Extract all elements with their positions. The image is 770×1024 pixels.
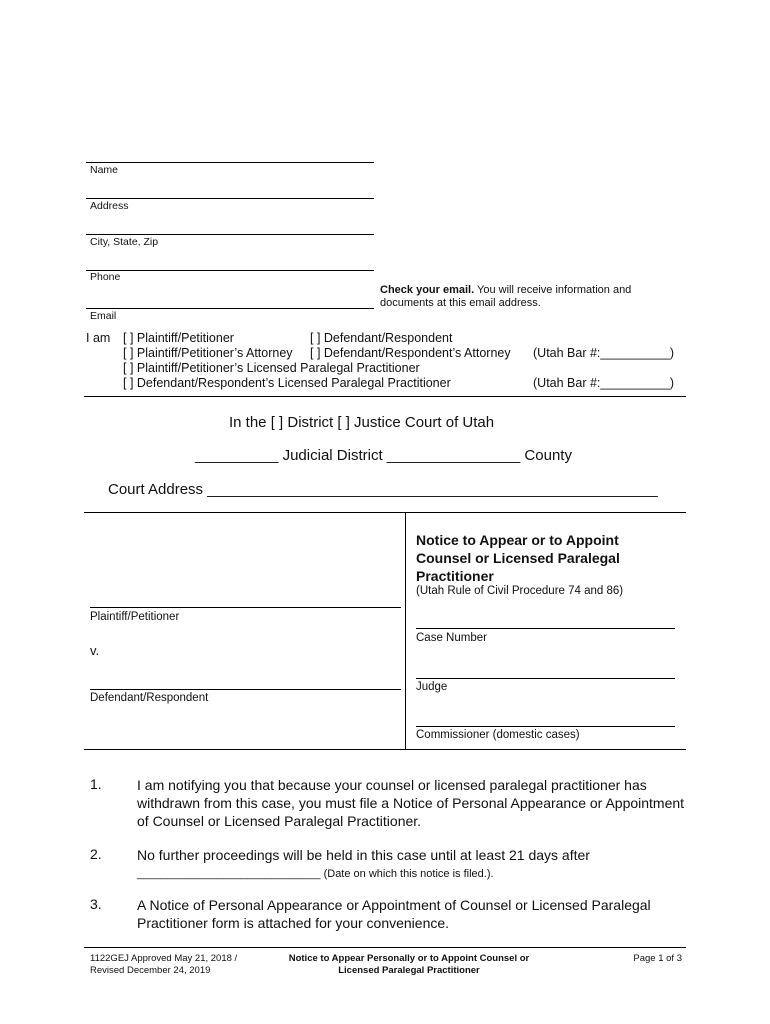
court-type-line[interactable]: In the [ ] District [ ] Justice Court of Utah	[229, 414, 495, 431]
para-1-number: 1.	[90, 776, 102, 792]
caption-bottom-border	[84, 749, 686, 750]
footer-left-1: 1122GEJ Approved May 21, 2018 /	[90, 953, 238, 964]
role-block	[86, 331, 675, 391]
role-defendant-attorney[interactable]: [ ] Defendant/Respondent’s Attorney	[310, 346, 511, 360]
plaintiff-line[interactable]	[90, 607, 401, 608]
address-label: Address	[90, 200, 129, 212]
para-2-date-line[interactable]: ______________________________ (Date on which this notice is filed.).	[137, 868, 494, 880]
footer-mid-2: Licensed Paralegal Practitioner	[338, 965, 480, 976]
footer-mid-1: Notice to Appear Personally or to Appoint Counsel or	[288, 953, 530, 964]
court-address-line[interactable]: Court Address ______________________________________________________	[108, 481, 658, 498]
bar-number-1[interactable]: (Utah Bar #:__________)	[533, 346, 675, 360]
notice-title: Notice to Appear or to Appoint Counsel or Licensed Paralegal Practitioner	[416, 532, 620, 584]
email-note-line1: You will receive information and	[474, 284, 632, 296]
defendant-line[interactable]	[90, 689, 401, 690]
commissioner-label: Commissioner (domestic cases)	[416, 729, 580, 741]
footer-divider	[84, 947, 686, 948]
judicial-district-line[interactable]: __________ Judicial District ________________ County	[195, 447, 572, 464]
caption-top-border	[84, 512, 686, 513]
page-number: Page 1 of 3	[633, 953, 682, 964]
role-defendant-lpp[interactable]: [ ] Defendant/Respondent’s Licensed Paralegal Practitioner	[123, 376, 451, 390]
case-number-line[interactable]	[416, 628, 675, 629]
iam-label: I am	[86, 331, 111, 345]
email-note-line2: documents at this email address.	[380, 297, 541, 309]
plaintiff-label: Plaintiff/Petitioner	[90, 611, 180, 623]
footer-left-2: Revised December 24, 2019	[90, 965, 211, 976]
para-2-text: No further proceedings will be held in this case until at least 21 days after	[137, 847, 590, 863]
judge-label: Judge	[416, 681, 448, 693]
email-line[interactable]	[86, 308, 374, 309]
name-line[interactable]	[86, 162, 374, 163]
caption-divider	[405, 512, 406, 749]
notice-subtitle: (Utah Rule of Civil Procedure 74 and 86)	[416, 585, 624, 597]
defendant-label: Defendant/Respondent	[90, 692, 209, 704]
para-3-text: A Notice of Personal Appearance or Appointment of Counsel or Licensed Paralegal Practitioner form is attached for your convenience.	[137, 897, 651, 931]
versus-label: v.	[90, 643, 100, 658]
para-3-number: 3.	[90, 896, 102, 912]
phone-line[interactable]	[86, 270, 374, 271]
city-label: City, State, Zip	[90, 236, 159, 248]
commissioner-line[interactable]	[416, 726, 675, 727]
email-note-bold: Check your email.	[380, 284, 475, 296]
address-line[interactable]	[86, 198, 374, 199]
case-number-label: Case Number	[416, 632, 487, 644]
para-2-number: 2.	[90, 846, 102, 862]
city-line[interactable]	[86, 234, 374, 235]
email-note	[380, 284, 660, 310]
name-label: Name	[90, 164, 119, 176]
judge-line[interactable]	[416, 678, 675, 679]
footer-title	[264, 953, 554, 977]
phone-label: Phone	[90, 271, 121, 283]
para-1-text: I am notifying you that because your counsel or licensed paralegal practitioner has withdrawn from this case, you must file a Notice of Personal Appearance or Appointment of Counsel or Licensed Paralegal Practitioner.	[137, 777, 685, 829]
role-plaintiff-lpp[interactable]: [ ] Plaintiff/Petitioner’s Licensed Paralegal Practitioner	[123, 361, 420, 375]
divider	[84, 396, 686, 397]
role-defendant[interactable]: [ ] Defendant/Respondent	[310, 331, 453, 345]
bar-number-2[interactable]: (Utah Bar #:__________)	[533, 376, 675, 390]
role-plaintiff[interactable]: [ ] Plaintiff/Petitioner	[123, 331, 234, 345]
role-plaintiff-attorney[interactable]: [ ] Plaintiff/Petitioner’s Attorney	[123, 346, 293, 360]
email-label: Email	[90, 310, 117, 322]
footer-form-id	[90, 953, 237, 977]
